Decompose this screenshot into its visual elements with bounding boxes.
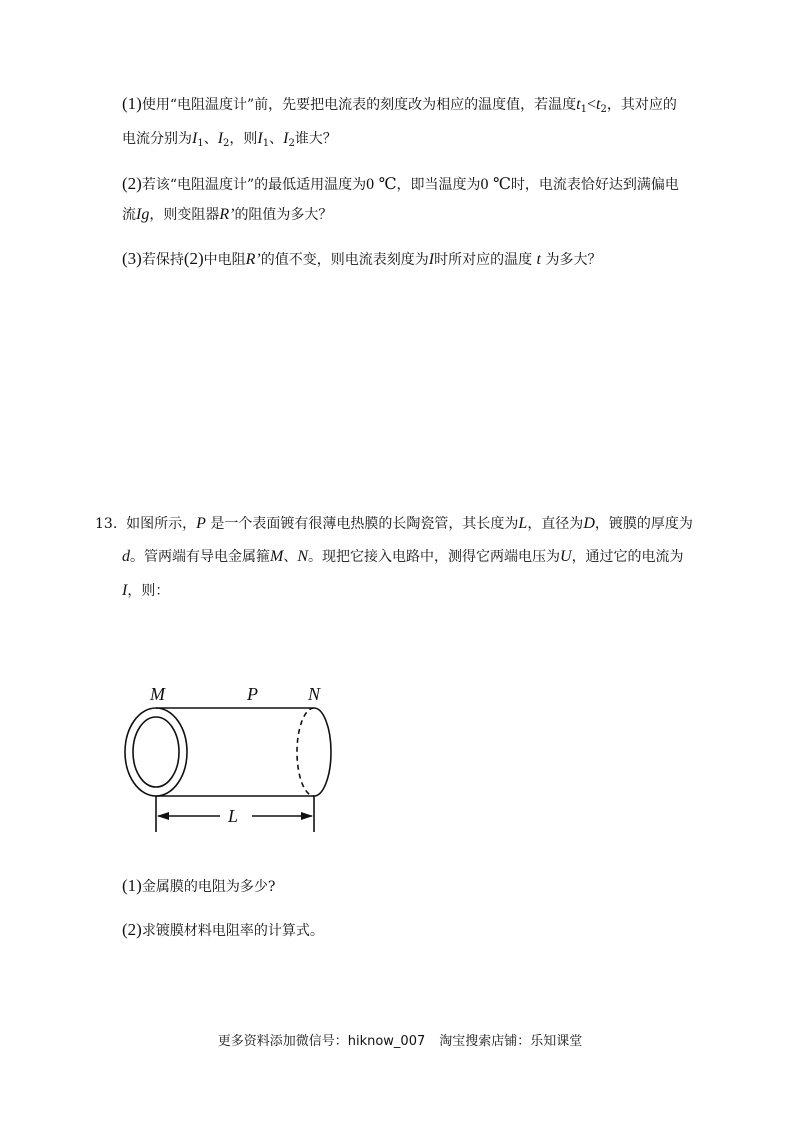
part-number: (1) (122, 876, 142, 895)
q13-part2-line: (2)求镀膜材料电阻率的计算式。 (122, 920, 324, 939)
q12-part2-line1: (2)若该“电阻温度计”的最低适用温度为0 ℃，即当温度为0 ℃时，电流表恰好达到满偏电 (122, 174, 679, 193)
label-p: P (247, 684, 258, 704)
q12-part1-line2: 电流分别为$I_1$、$I_2$，则$I_1$、$I_2$谁大？ (122, 130, 337, 149)
label-m: M (150, 684, 165, 704)
dimension-arrow-right (301, 812, 313, 820)
ceramic-tube-figure (122, 680, 342, 840)
part-number: (1) (122, 94, 142, 113)
label-n: N (308, 684, 321, 704)
left-end-inner-ring (133, 717, 179, 787)
q12-part3-line: (3)若保持(2)中电阻R’的值不变，则电流表刻度为I时所对应的温度 t 为多大？ (122, 249, 602, 268)
q12-part1-line1: (1)使用“电阻温度计”前，先要把电流表的刻度改为相应的温度值，若温度$t_1<t_2$，其对应的 (122, 94, 677, 115)
part-number: (3) (122, 249, 142, 268)
page-footer (0, 1030, 800, 1049)
right-end-front-arc (314, 708, 331, 796)
q13-part1-line: (1)金属膜的电阻为多少? (122, 876, 276, 895)
q12-part2-line2: 流Ig，则变阻器R’的阻值为多大？ (122, 206, 333, 223)
question-number: 13. (95, 516, 118, 532)
q13-line2: d。管两端有导电金属箍M、N。现把它接入电路中，测得它两端电压为U，通过它的电流为 (122, 548, 684, 565)
part-number: (2) (122, 174, 142, 193)
q13-line1: 13. 如图所示，P 是一个表面镀有很薄电热膜的长陶瓷管，其长度为L，直径为D，镀膜的厚度为 (95, 515, 693, 532)
right-end-hidden-arc (297, 708, 314, 796)
q13-line3: I，则： (122, 582, 170, 599)
part-number: (2) (122, 920, 142, 939)
footer-shop: 淘宝搜索店铺：乐知课堂 (439, 1034, 583, 1049)
dimension-arrow-left (157, 812, 169, 820)
footer-wechat: 更多资料添加微信号：hiknow_007 (217, 1034, 426, 1049)
left-end-outer-ring (125, 708, 187, 796)
label-l: L (228, 806, 239, 826)
